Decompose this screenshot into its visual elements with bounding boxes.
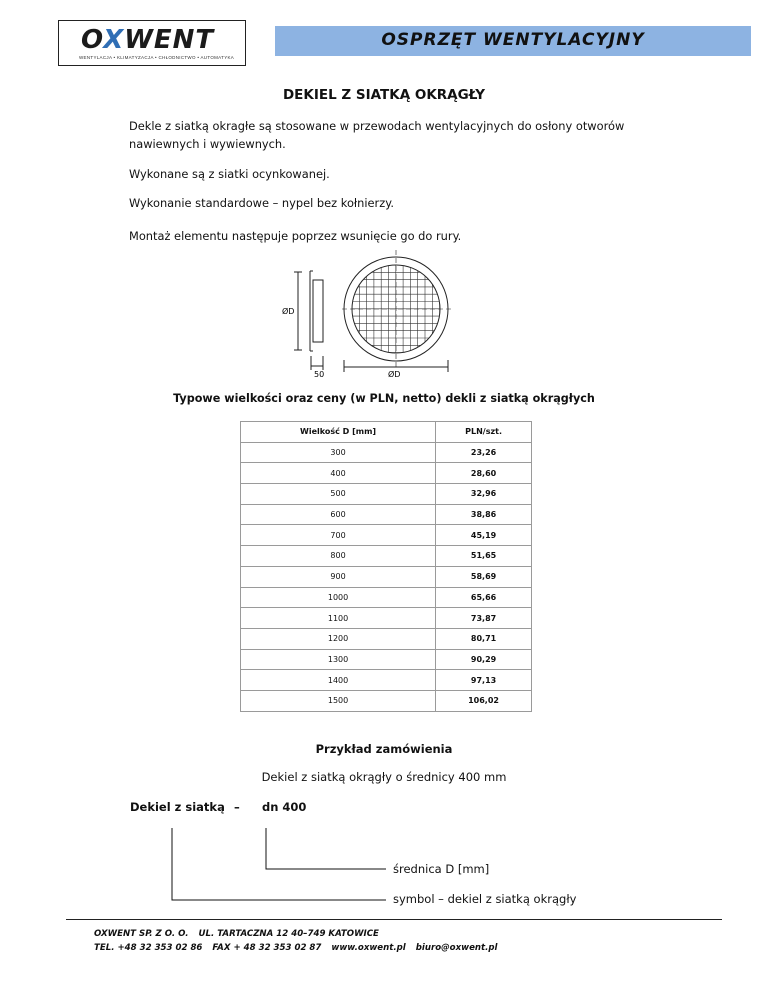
- table-row: [241, 608, 532, 629]
- table-body: [241, 442, 532, 711]
- size-cell: 300: [241, 442, 436, 463]
- size-cell: 1200: [241, 628, 436, 649]
- page-title: DEKIEL Z SIATKĄ OKRĄGŁY: [282, 87, 486, 103]
- table-row: [241, 587, 532, 608]
- price-cell: 45,19: [436, 525, 532, 546]
- table-row: [241, 566, 532, 587]
- price-cell: 32,96: [436, 484, 532, 505]
- size-cell: 900: [241, 566, 436, 587]
- order-code-symbol: Dekiel z siatką: [130, 800, 225, 814]
- table-row: [241, 525, 532, 546]
- price-cell: 90,29: [436, 649, 532, 670]
- legend-size: średnica D [mm]: [393, 862, 490, 876]
- size-cell: 1500: [241, 690, 436, 711]
- description-paragraph-2: Wykonane są z siatki ocynkowanej.: [129, 167, 330, 181]
- label-diameter-front: ØD: [388, 370, 401, 379]
- footer-company: OXWENT SP. Z O. O.: [94, 929, 189, 939]
- table-row: [241, 463, 532, 484]
- table-row: [241, 649, 532, 670]
- price-cell: 106,02: [436, 690, 532, 711]
- table-row: [241, 628, 532, 649]
- size-cell: 1300: [241, 649, 436, 670]
- size-cell: 800: [241, 546, 436, 567]
- order-code-size: dn 400: [262, 800, 307, 814]
- footer-fax: FAX + 48 32 353 02 87: [212, 943, 322, 953]
- description-paragraph-1: Dekle z siatką okragłe są stosowane w przewodach wentylacyjnych do osłony otworów nawiewnych i wywiewnych.: [129, 119, 625, 151]
- description-paragraph-3: Wykonanie standardowe – nypel bez kołnierzy.: [129, 196, 394, 210]
- table-header-row: [241, 422, 532, 443]
- size-cell: 1000: [241, 587, 436, 608]
- table-caption: Typowe wielkości oraz ceny (w PLN, netto) dekli z siatką okrągłych: [173, 392, 595, 405]
- price-cell: 28,60: [436, 463, 532, 484]
- price-cell: 38,86: [436, 504, 532, 525]
- header-size: Wielkość D [mm]: [241, 422, 436, 443]
- size-cell: 600: [241, 504, 436, 525]
- size-cell: 1400: [241, 670, 436, 691]
- table-row: [241, 690, 532, 711]
- price-table: [240, 421, 532, 712]
- order-callout-lines: [160, 820, 400, 910]
- company-logo: [58, 20, 246, 66]
- order-title: Przykład zamówienia: [315, 742, 453, 756]
- table-row: [241, 442, 532, 463]
- logo-wordmark: OXWENT: [81, 25, 215, 55]
- footer-line-2: [94, 943, 505, 953]
- legend-symbol: symbol – dekiel z siatką okrągły: [393, 892, 577, 906]
- header-banner: [275, 26, 751, 56]
- label-diameter-side: ØD: [282, 307, 295, 316]
- price-cell: 65,66: [436, 587, 532, 608]
- price-cell: 23,26: [436, 442, 532, 463]
- header-price: PLN/szt.: [436, 422, 532, 443]
- table-row: [241, 504, 532, 525]
- label-depth: 50: [314, 370, 325, 379]
- price-cell: 97,13: [436, 670, 532, 691]
- table-row: [241, 484, 532, 505]
- description-paragraph-4: Montaż elementu następuje poprzez wsunięcie go do rury.: [129, 229, 462, 243]
- footer-line-1: [94, 929, 386, 939]
- price-cell: 58,69: [436, 566, 532, 587]
- footer-email[interactable]: biuro@oxwent.pl: [415, 943, 498, 953]
- table-row: [241, 546, 532, 567]
- banner-title: OSPRZĘT WENTYLACYJNY: [381, 30, 645, 50]
- logo-tagline: WENTYLACJA • KLIMATYZACJA • CHŁODNICTWO • AUTOMATYKA: [79, 55, 235, 60]
- order-description: Dekiel z siatką okrągły o średnicy 400 mm: [261, 770, 507, 784]
- size-cell: 400: [241, 463, 436, 484]
- price-cell: 51,65: [436, 546, 532, 567]
- size-cell: 1100: [241, 608, 436, 629]
- footer-www[interactable]: www.oxwent.pl: [331, 943, 406, 953]
- order-code-dash: –: [234, 800, 240, 814]
- footer-tel: TEL. +48 32 353 02 86: [94, 943, 203, 953]
- price-cell: 80,71: [436, 628, 532, 649]
- footer-address: UL. TARTACZNA 12 40–749 KATOWICE: [198, 929, 379, 939]
- size-cell: 700: [241, 525, 436, 546]
- size-cell: 500: [241, 484, 436, 505]
- table-row: [241, 670, 532, 691]
- footer-divider: [66, 919, 722, 920]
- price-cell: 73,87: [436, 608, 532, 629]
- technical-drawing: [280, 250, 470, 380]
